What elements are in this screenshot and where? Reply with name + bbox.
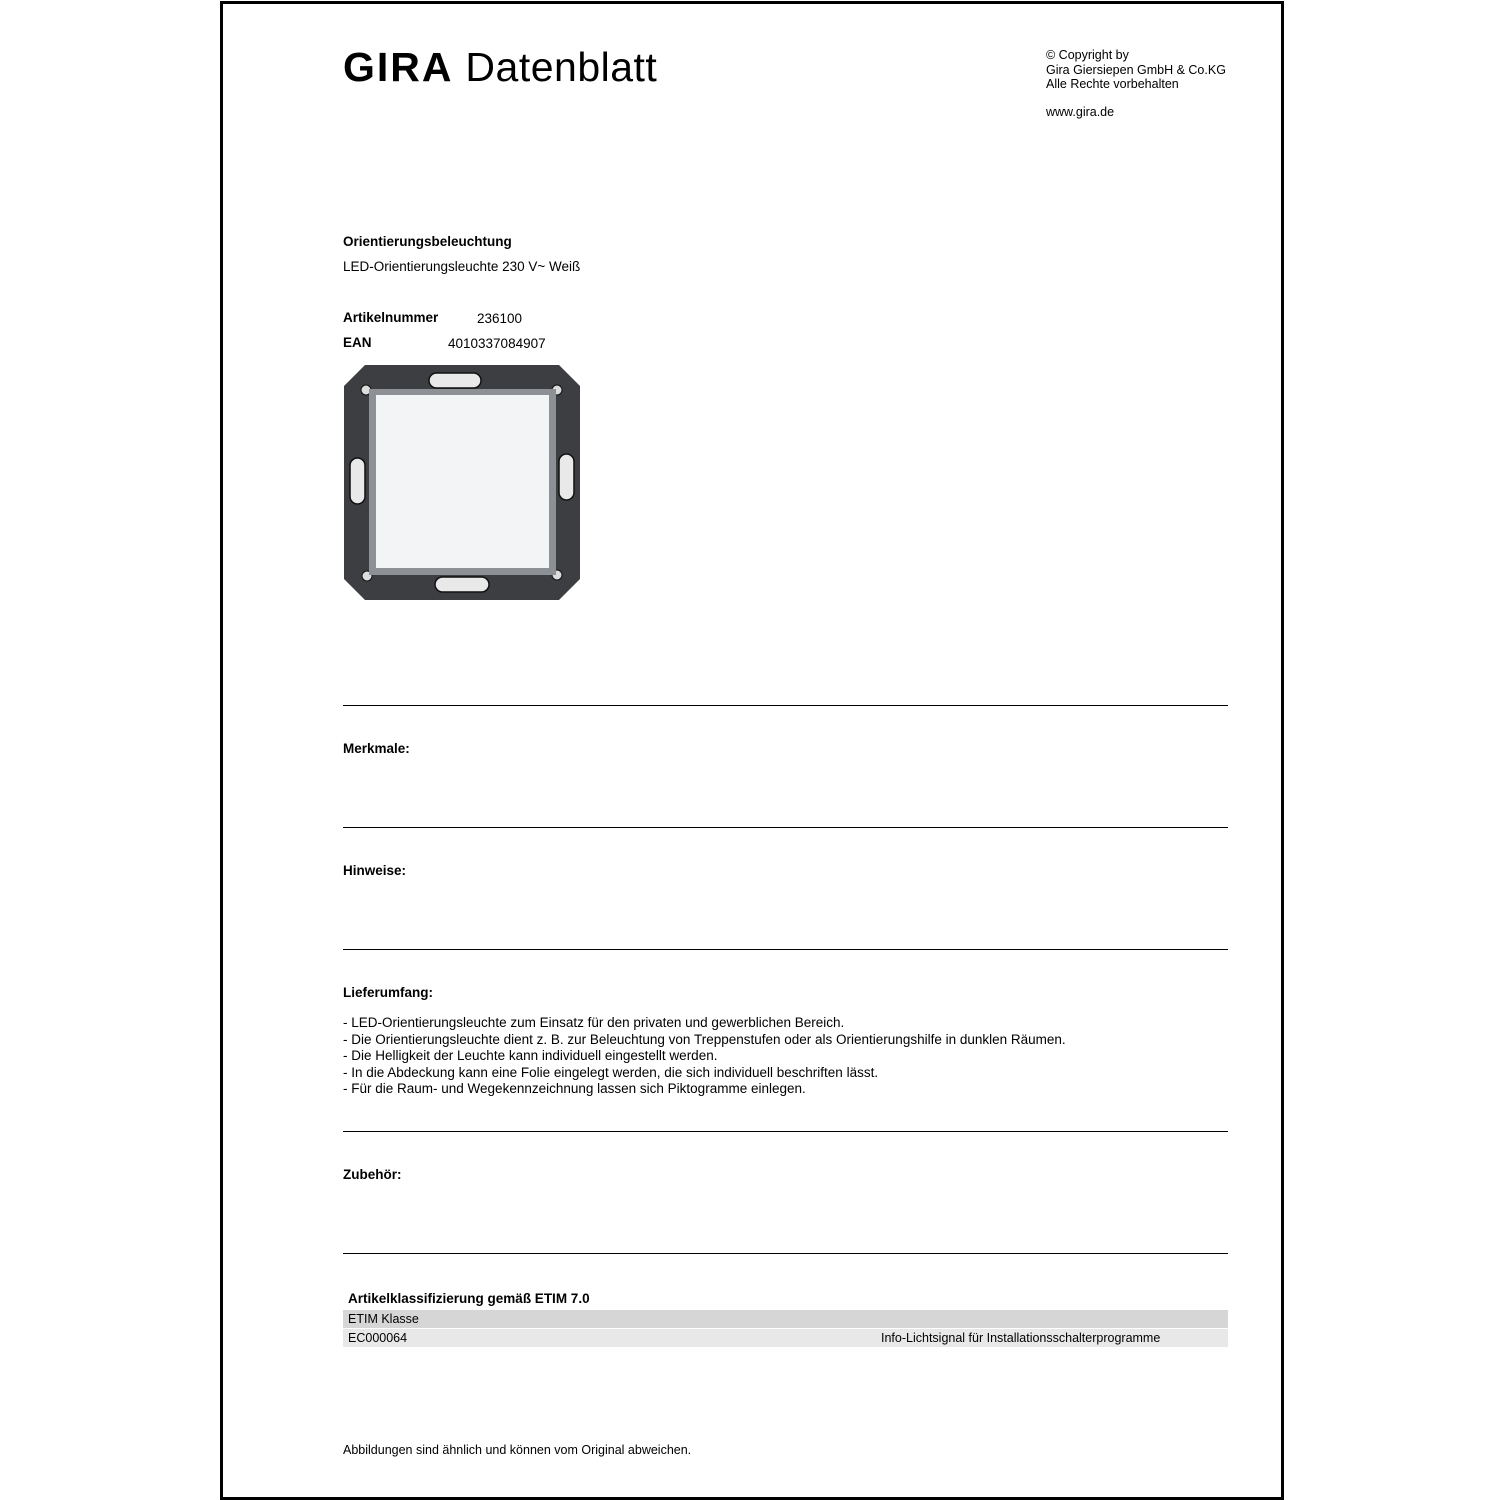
mounting-slot-top bbox=[429, 373, 481, 388]
mounting-slot-bottom bbox=[435, 577, 489, 592]
copyright-line: © Copyright by bbox=[1046, 48, 1129, 62]
product-name: LED-Orientierungsleuchte 230 V~ Weiß bbox=[343, 259, 581, 274]
table-row bbox=[343, 1329, 1228, 1347]
copyright-line: Gira Giersiepen GmbH & Co.KG bbox=[1046, 62, 1226, 77]
document-logo bbox=[343, 44, 657, 90]
list-item: - In die Abdeckung kann eine Folie eingelegt werden, die sich individuell beschriften lässt. bbox=[343, 1064, 879, 1080]
notes-title: Hinweise: bbox=[343, 863, 407, 878]
scope-list bbox=[343, 1015, 1066, 1098]
article-number-label: Artikelnummer bbox=[343, 310, 439, 325]
scope-title: Lieferumfang: bbox=[343, 985, 434, 1000]
list-item: - Für die Raum- und Wegekennzeichnung lassen sich Piktogramme einlegen. bbox=[343, 1081, 806, 1096]
footer-note: Abbildungen sind ähnlich und können vom Original abweichen. bbox=[343, 1443, 692, 1457]
etim-class-header: ETIM Klasse bbox=[348, 1312, 419, 1326]
mounting-slot-right bbox=[559, 454, 574, 500]
features-title: Merkmale: bbox=[343, 741, 410, 756]
section-divider bbox=[343, 705, 1228, 706]
website-link[interactable]: www.gira.de bbox=[1046, 105, 1115, 119]
document-type: Datenblatt bbox=[465, 44, 658, 90]
article-number-value: 236100 bbox=[477, 311, 523, 326]
product-image bbox=[343, 364, 581, 601]
ean-label: EAN bbox=[343, 335, 372, 350]
copyright-block bbox=[1046, 48, 1226, 92]
light-cover bbox=[376, 395, 549, 568]
mounting-slot-left bbox=[350, 458, 365, 504]
section-divider bbox=[343, 949, 1228, 950]
product-category: Orientierungsbeleuchtung bbox=[343, 234, 512, 249]
list-item: - Die Helligkeit der Leuchte kann individuell eingestellt werden. bbox=[343, 1048, 718, 1063]
etim-class-description: Info-Lichtsignal für Installationsschalterprogramme bbox=[881, 1331, 1161, 1345]
section-divider bbox=[343, 827, 1228, 828]
copyright-line: Alle Rechte vorbehalten bbox=[1046, 77, 1179, 91]
section-divider bbox=[343, 1253, 1228, 1254]
ean-value: 4010337084907 bbox=[448, 336, 546, 351]
list-item: - LED-Orientierungsleuchte zum Einsatz für den privaten und gewerblichen Bereich. bbox=[343, 1015, 845, 1030]
section-divider bbox=[343, 1131, 1228, 1132]
brand-logo: GIRA bbox=[343, 44, 454, 90]
etim-class-code: EC000064 bbox=[348, 1331, 408, 1345]
etim-title: Artikelklassifizierung gemäß ETIM 7.0 bbox=[348, 1291, 590, 1306]
etim-header-row bbox=[343, 1310, 1228, 1328]
list-item: - Die Orientierungsleuchte dient z. B. zur Beleuchtung von Treppenstufen oder als Orientierungshilfe in dunklen Räumen. bbox=[343, 1031, 1066, 1047]
accessories-title: Zubehör: bbox=[343, 1167, 402, 1182]
